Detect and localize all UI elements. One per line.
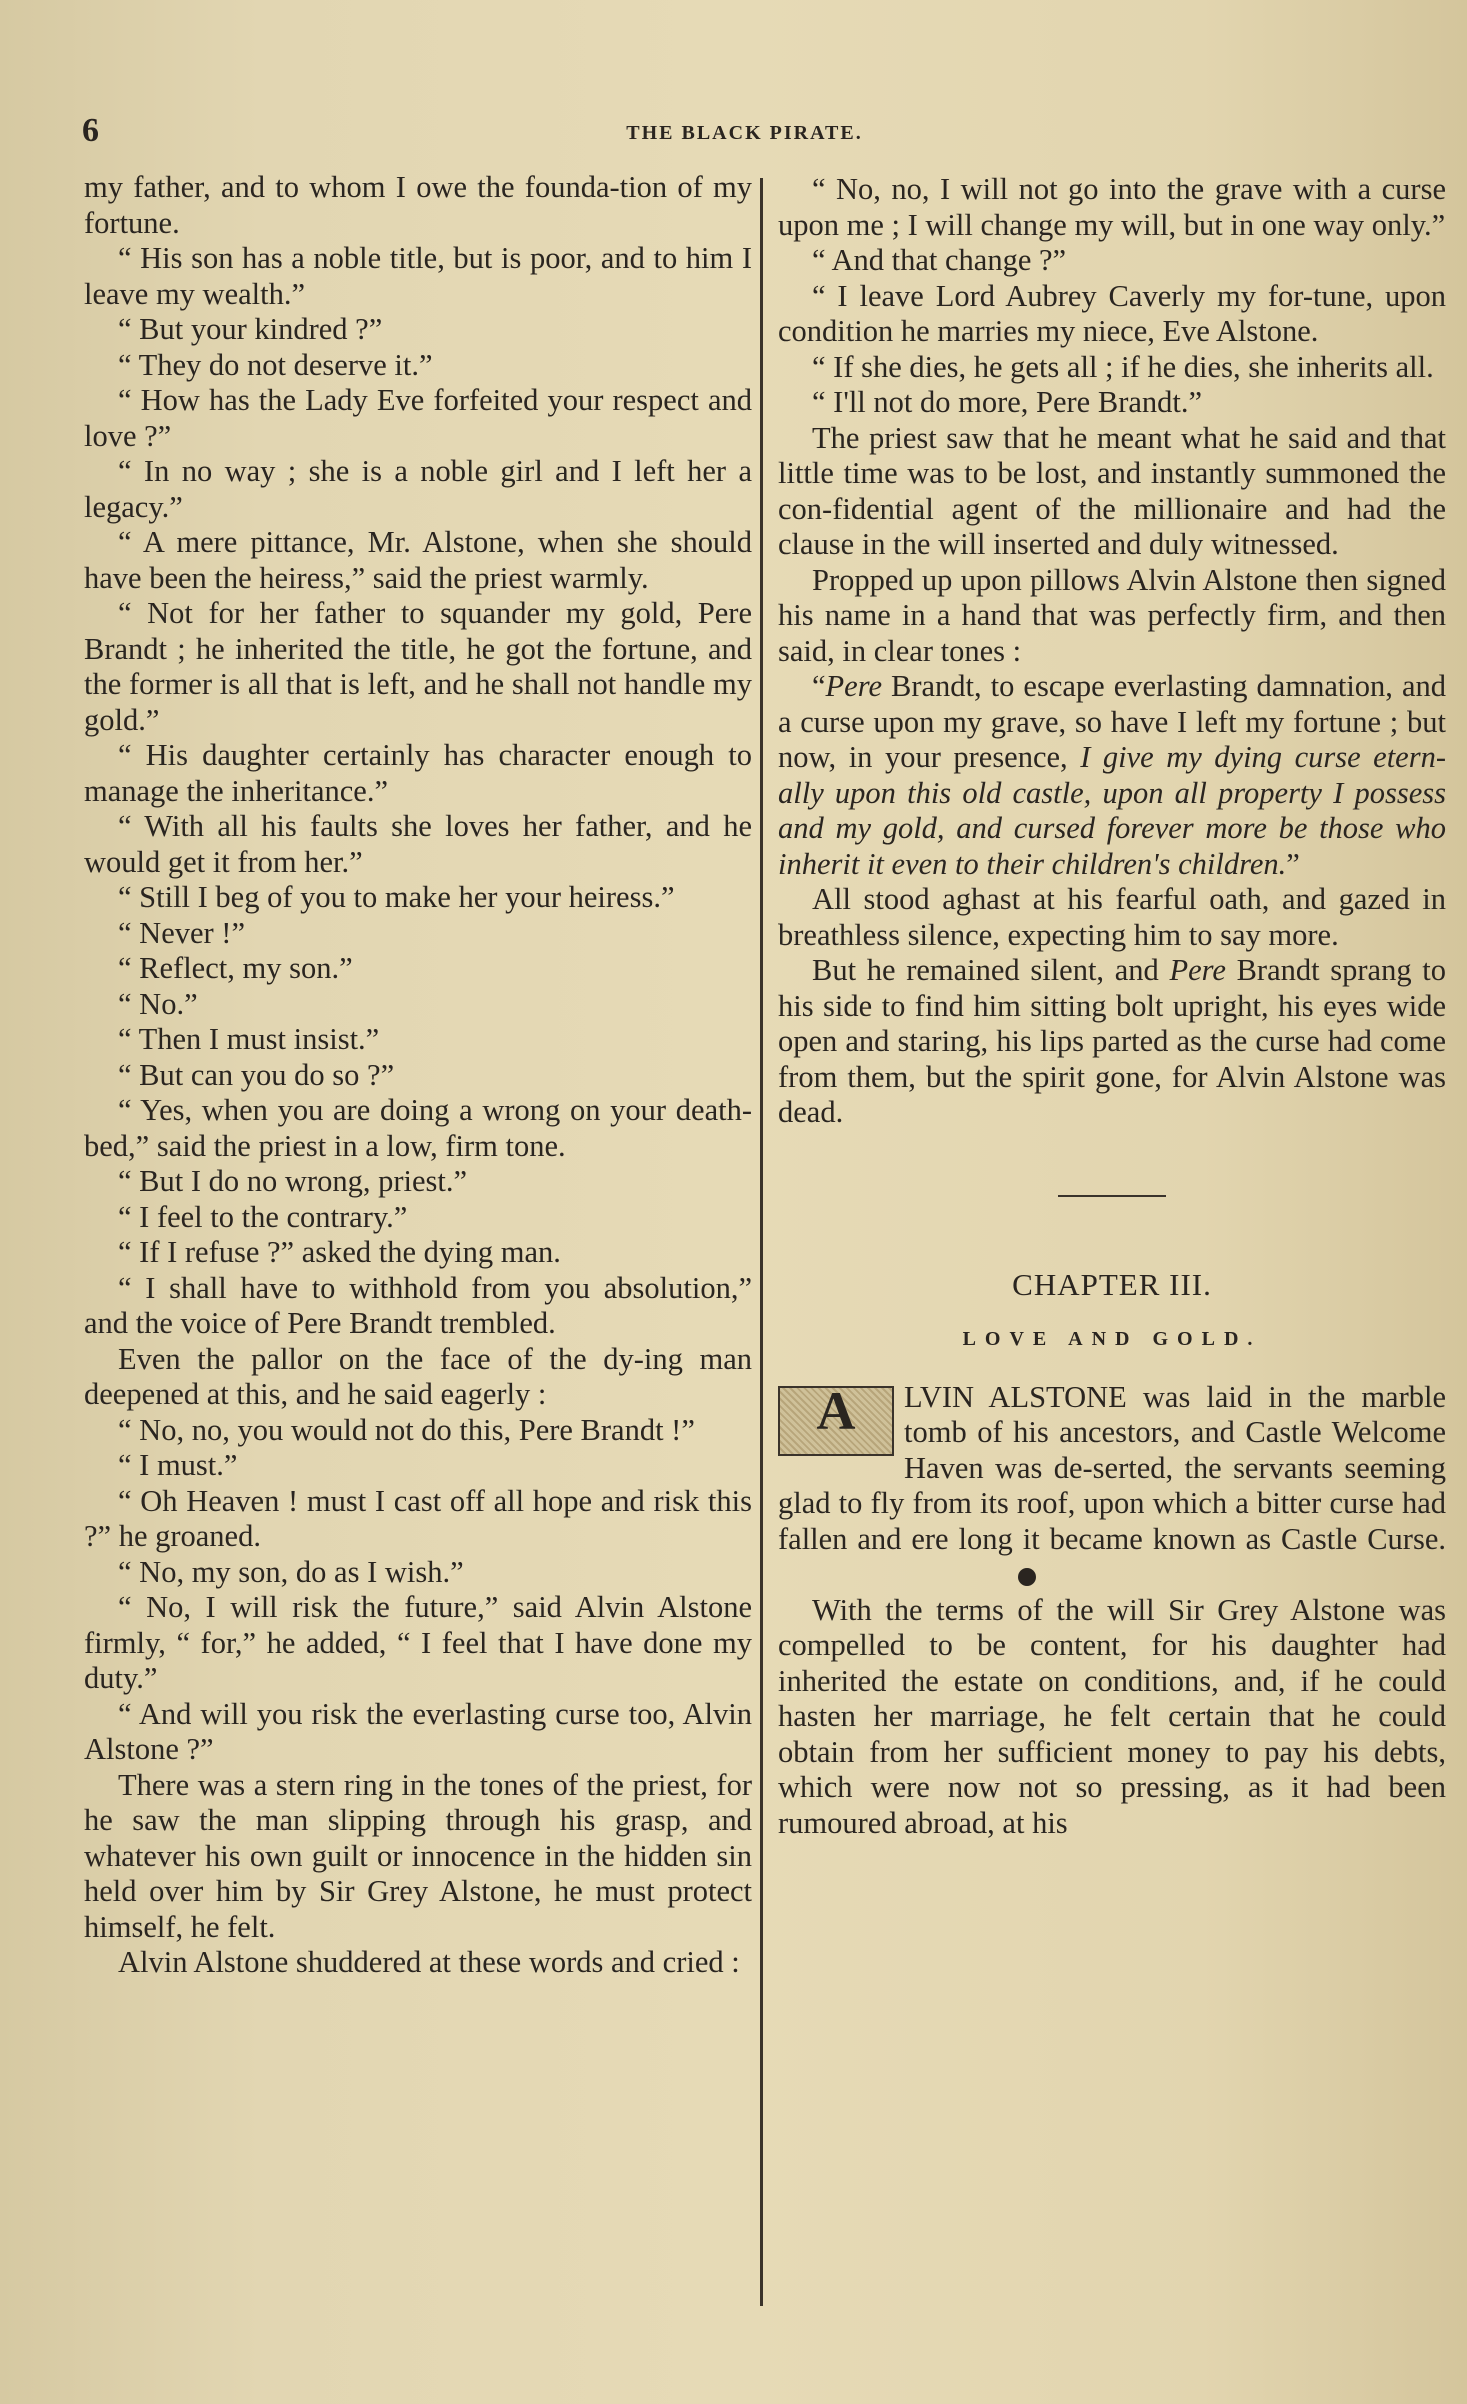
curse-text: Brandt, to escape everlasting damnation, and a curse upon my grave, so have I left my fortune ; but now, in your presence, bbox=[778, 669, 1446, 774]
paragraph: Alvin Alstone shuddered at these words and cried : bbox=[118, 1945, 740, 1979]
paragraph: Even the pallor on the face of the dy-ing man deepened at this, and he said eagerly : bbox=[84, 1341, 752, 1411]
paragraph: “ But can you do so ?” bbox=[118, 1057, 395, 1092]
paragraph: “ No, I will risk the future,” said Alvin Alstone firmly, “ for,” he added, “ I feel that I have done my duty.” bbox=[84, 1590, 752, 1695]
drop-cap bbox=[778, 1380, 894, 1456]
first-paragraph-text: LVIN ALSTONE was laid in the marble tomb of his ancestors, and Castle Welcome Haven was de-serted, the servants seeming glad to fly from its roof, upon which a bitter curse had fallen and ere long it became known as Castle Curse. bbox=[778, 1379, 1446, 1556]
paragraph: “ I'll not do more, Pere Brandt.” bbox=[812, 385, 1203, 419]
paragraph: “ If she dies, he gets all ; if he dies, she inherits all. bbox=[812, 349, 1434, 384]
paragraph: “ Not for her father to squander my gold, Pere Brandt ; he inherited the title, he got the fortune, and the former is all that is left, and he shall not handle my gold.” bbox=[84, 596, 752, 737]
page-number: 6 bbox=[82, 112, 99, 149]
curse-italic-text: I give my dying curse etern-ally upon this old castle, upon all property I possess and my gold, and cursed forever more be those who inherit it even to their children's children. bbox=[778, 740, 1446, 881]
ornament-icon bbox=[1018, 1568, 1036, 1586]
paragraph: The priest saw that he meant what he said and that little time was to be lost, and instantly summoned the con-fidential agent of the millionaire and had the clause in the will inserted and duly witnessed. bbox=[778, 420, 1446, 561]
paragraph: my father, and to whom I owe the founda-tion of my fortune. bbox=[84, 170, 752, 240]
paragraph: Propped up upon pillows Alvin Alstone then signed his name in a hand that was perfectly firm, and then said, in clear tones : bbox=[778, 562, 1446, 668]
right-column bbox=[778, 172, 1446, 1841]
paragraph: “ In no way ; she is a noble girl and I left her a legacy.” bbox=[84, 454, 752, 524]
paragraph: “ Then I must insist.” bbox=[118, 1022, 380, 1056]
chapter-first-paragraph bbox=[778, 1380, 1446, 1593]
paragraph: “ If I refuse ?” asked the dying man. bbox=[118, 1235, 561, 1269]
paragraph: “ Oh Heaven ! must I cast off all hope and risk this ?” he groaned. bbox=[84, 1483, 752, 1553]
paragraph: “ But I do no wrong, priest.” bbox=[118, 1164, 467, 1198]
paragraph: All stood aghast at his fearful oath, and gazed in breathless silence, expecting him to say more. bbox=[778, 882, 1446, 952]
paragraph: “ I leave Lord Aubrey Caverly my for-tune, upon condition he marries my niece, Eve Alstone. bbox=[778, 278, 1446, 348]
paragraph: “ They do not deserve it.” bbox=[118, 347, 433, 382]
paragraph: “ No.” bbox=[118, 986, 198, 1021]
paragraph: “ No, no, I will not go into the grave with a curse upon me ; I will change my will, but in one way only.” bbox=[778, 172, 1446, 242]
paragraph: With the terms of the will Sir Grey Alstone was compelled to be content, for his daughter had inherited the estate on conditions, and, if he could hasten her marriage, he felt certain that he could obtain from her sufficient money to pay his debts, which were now not so pressing, as it had been rumoured abroad, at his bbox=[778, 1592, 1446, 1840]
paragraph: “ And will you risk the everlasting curse too, Alvin Alstone ?” bbox=[84, 1696, 752, 1766]
silent-text-end: Brandt sprang to his side to find him sitting bolt upright, his eyes wide open and staring, his lips parted as the curse had come from them, but the spirit gone, for Alvin Alstone was dead. bbox=[778, 953, 1446, 1129]
paragraph: “ Never !” bbox=[118, 915, 245, 950]
paragraph: “ His son has a noble title, but is poor, and to him I leave my wealth.” bbox=[84, 241, 752, 311]
silent-text-start: But he remained silent, and bbox=[812, 953, 1170, 987]
paragraph: “ A mere pittance, Mr. Alstone, when she should have been the heiress,” said the priest warmly. bbox=[84, 525, 752, 595]
running-title: THE BLACK PIRATE. bbox=[626, 122, 863, 144]
paragraph: “ With all his faults she loves her father, and he would get it from her.” bbox=[84, 809, 752, 879]
column-divider bbox=[760, 178, 763, 2306]
paragraph: “ I shall have to withhold from you absolution,” and the voice of Pere Brandt trembled. bbox=[84, 1270, 752, 1340]
left-column bbox=[84, 170, 752, 1981]
silent-paragraph bbox=[778, 953, 1446, 1131]
chapter-heading: CHAPTER III. bbox=[1012, 1266, 1212, 1302]
open-quote: “ bbox=[812, 669, 826, 703]
italic-pere: Pere bbox=[825, 669, 882, 703]
section-separator bbox=[1058, 1195, 1166, 1197]
paragraph: “ How has the Lady Eve forfeited your respect and love ?” bbox=[84, 383, 752, 453]
paragraph: “ Still I beg of you to make her your heiress.” bbox=[118, 880, 675, 914]
paragraph: “ No, no, you would not do this, Pere Brandt !” bbox=[118, 1412, 695, 1447]
paragraph: “ But your kindred ?” bbox=[118, 312, 383, 346]
paragraph: “ Yes, when you are doing a wrong on your death-bed,” said the priest in a low, firm tone. bbox=[84, 1093, 752, 1163]
paragraph: “ His daughter certainly has character enough to manage the inheritance.” bbox=[84, 738, 752, 808]
chapter-subtitle: LOVE AND GOLD. bbox=[962, 1328, 1262, 1350]
paragraph: “ I must.” bbox=[118, 1448, 238, 1482]
page-header bbox=[82, 112, 1407, 152]
close-quote: ” bbox=[1286, 846, 1300, 881]
paragraph: “ No, my son, do as I wish.” bbox=[118, 1554, 464, 1589]
italic-pere: Pere bbox=[1169, 953, 1226, 987]
curse-paragraph bbox=[778, 669, 1446, 882]
paragraph: There was a stern ring in the tones of the priest, for he saw the man slipping through his grasp, and whatever his own guilt or innocence in the hidden sin held over him by Sir Grey Alstone, he must protect himself, he felt. bbox=[84, 1767, 752, 1944]
paragraph: “ And that change ?” bbox=[812, 243, 1067, 277]
drop-cap-letter: A bbox=[816, 1380, 856, 1441]
paragraph: “ Reflect, my son.” bbox=[118, 951, 353, 985]
paragraph: “ I feel to the contrary.” bbox=[118, 1199, 408, 1234]
